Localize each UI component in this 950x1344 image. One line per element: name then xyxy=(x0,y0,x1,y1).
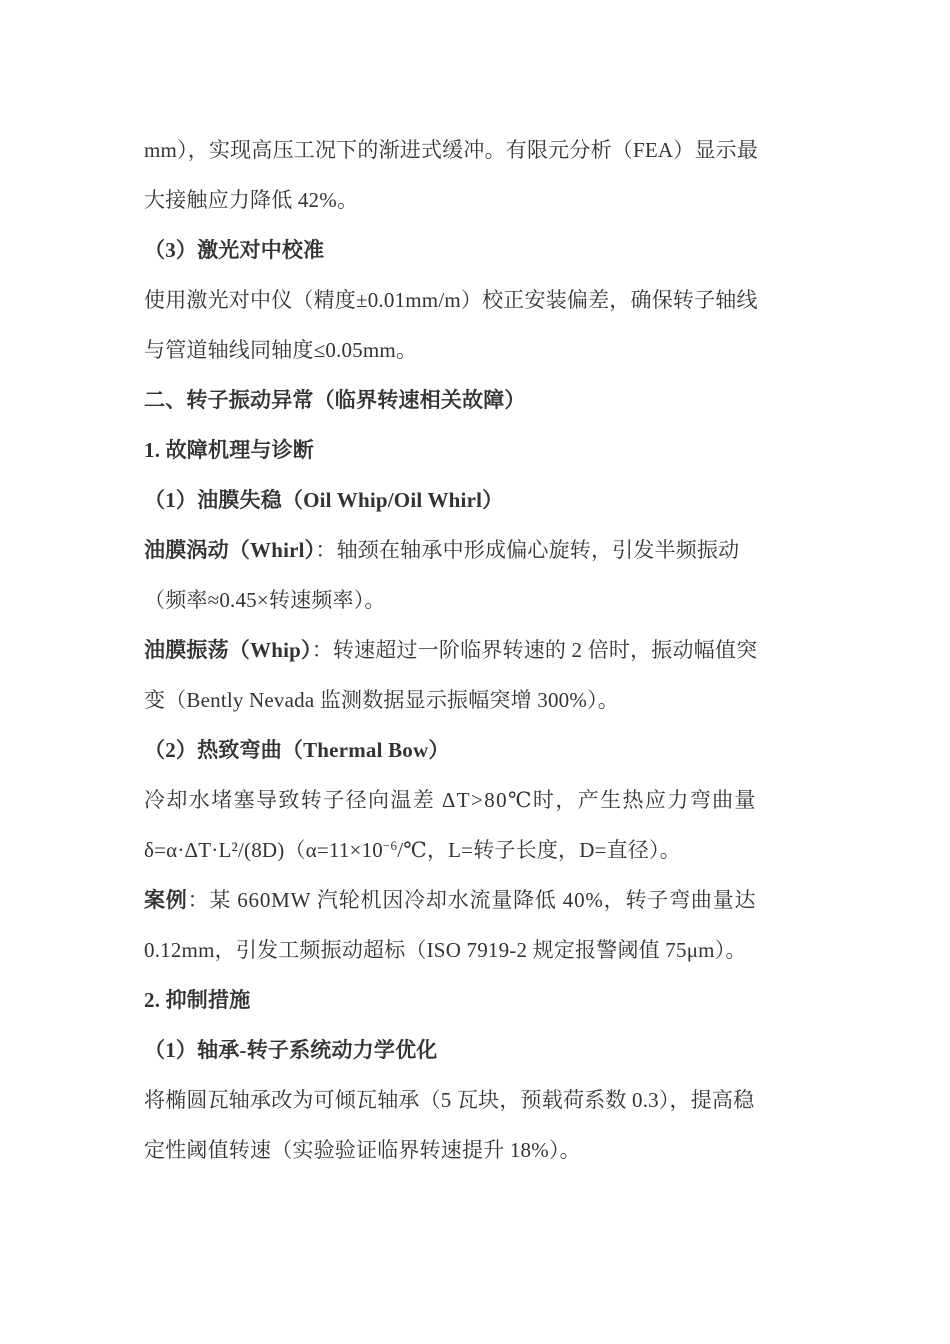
paragraph-line xyxy=(144,775,808,825)
lead-term: 油膜涡动（Whirl） xyxy=(144,538,316,562)
paragraph-line xyxy=(144,275,808,325)
subsection-heading xyxy=(144,225,808,275)
lead-term: 案例 xyxy=(144,888,188,912)
subsection-heading xyxy=(144,425,808,475)
subsection-heading xyxy=(144,725,808,775)
paragraph-line xyxy=(144,875,808,925)
paragraph-line xyxy=(144,925,808,975)
paragraph-line xyxy=(144,625,808,675)
lead-term: 油膜振荡（Whip） xyxy=(144,638,312,662)
paragraph-line xyxy=(144,1075,808,1125)
paragraph-line xyxy=(144,1125,808,1175)
formula-text: δ=α·ΔT·L²/(8D)（α=11×10 xyxy=(144,838,383,862)
heading-text: 1. 故障机理与诊断 xyxy=(144,438,314,462)
subsection-heading xyxy=(144,975,808,1025)
subsection-heading xyxy=(144,475,808,525)
paragraph-line xyxy=(144,575,808,625)
paragraph-line xyxy=(144,125,808,175)
section-heading xyxy=(144,375,808,425)
subsection-heading xyxy=(144,1025,808,1075)
heading-text: 二、转子振动异常（临界转速相关故障） xyxy=(144,388,526,412)
body-text: 将椭圆瓦轴承改为可倾瓦轴承（5 瓦块，预载荷系数 0.3），提高稳 xyxy=(144,1088,755,1112)
heading-text: （3）激光对中校准 xyxy=(144,238,325,262)
body-text: ：某 660MW 汽轮机因冷却水流量降低 40%，转子弯曲量达 xyxy=(187,888,757,912)
paragraph-line xyxy=(144,175,808,225)
body-text: ：转速超过一阶临界转速的 2 倍时，振动幅值突 xyxy=(311,638,758,662)
body-text: （频率≈0.45×转速频率）。 xyxy=(144,588,386,612)
heading-text: （1）轴承-转子系统动力学优化 xyxy=(144,1038,438,1062)
body-text: mm），实现高压工况下的渐进式缓冲。有限元分析（FEA）显示最 xyxy=(144,138,759,162)
document-body xyxy=(144,125,808,1175)
body-text: ：轴颈在轴承中形成偏心旋转，引发半频振动 xyxy=(315,538,740,562)
body-text: 大接触应力降低 42%。 xyxy=(144,188,359,212)
body-text: 变（Bently Nevada 监测数据显示振幅突增 300%）。 xyxy=(144,688,619,712)
formula-exponent: −6 xyxy=(382,838,398,853)
paragraph-line xyxy=(144,675,808,725)
formula-line xyxy=(144,825,808,875)
body-text: 定性阈值转速（实验验证临界转速提升 18%）。 xyxy=(144,1138,581,1162)
paragraph-line xyxy=(144,325,808,375)
body-text: 冷却水堵塞导致转子径向温差 ΔT>80℃时，产生热应力弯曲量 xyxy=(144,788,757,812)
body-text: 与管道轴线同轴度≤0.05mm。 xyxy=(144,338,418,362)
body-text: 使用激光对中仪（精度±0.01mm/m）校正安装偏差，确保转子轴线 xyxy=(144,288,758,312)
body-text: 0.12mm，引发工频振动超标（ISO 7919-2 规定报警阈值 75μm）。 xyxy=(144,938,747,962)
heading-text: （1）油膜失稳（Oil Whip/Oil Whirl） xyxy=(144,488,504,512)
heading-text: （2）热致弯曲（Thermal Bow） xyxy=(144,738,450,762)
paragraph-line xyxy=(144,525,808,575)
formula-text: /℃，L=转子长度，D=直径）。 xyxy=(397,838,681,862)
heading-text: 2. 抑制措施 xyxy=(144,988,251,1012)
